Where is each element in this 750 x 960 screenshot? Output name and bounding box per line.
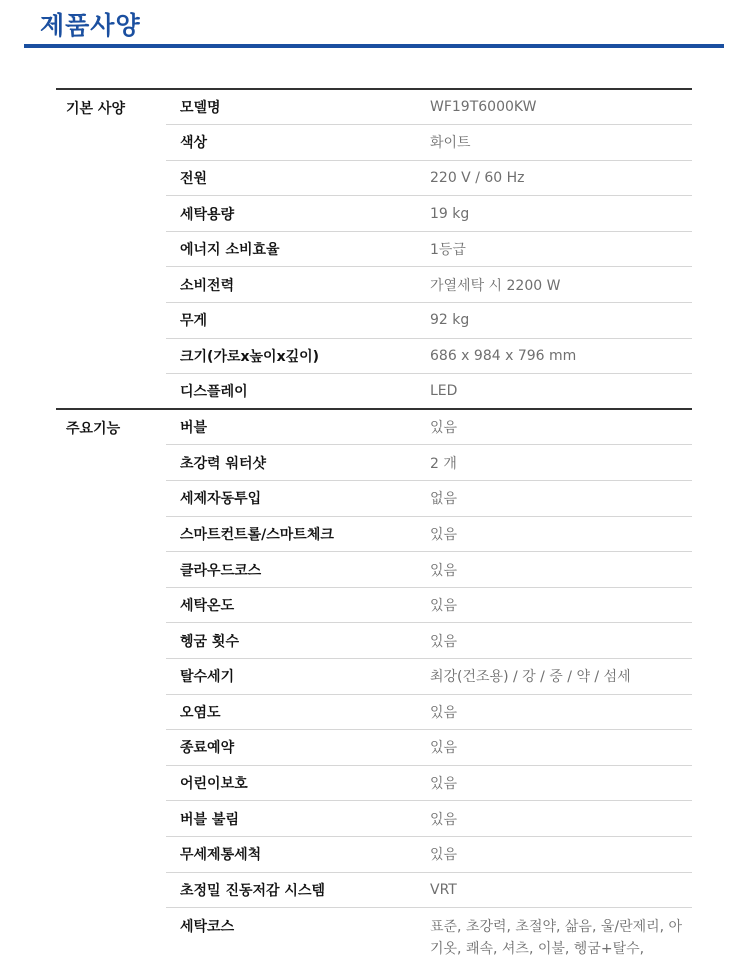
spec-key: 모델명 (166, 89, 428, 125)
spec-key: 클라우드코스 (166, 552, 428, 588)
spec-value: 220 V / 60 Hz (428, 160, 692, 196)
spec-value: 최강(건조용) / 강 / 중 / 약 / 섬세 (428, 659, 692, 695)
spec-row (56, 409, 692, 445)
spec-value: 있음 (428, 516, 692, 552)
spec-value: WF19T6000KW (428, 89, 692, 125)
spec-key: 초강력 워터샷 (166, 445, 428, 481)
spec-value: 표준, 초강력, 초절약, 삶음, 울/란제리, 아기옷, 쾌속, 셔츠, 이불, 헹굼+탈수, (430, 919, 683, 958)
spec-value: 있음 (428, 730, 692, 766)
spec-key: 소비전력 (166, 267, 428, 303)
page-title: 제품사양 (40, 11, 141, 40)
spec-key: 탈수세기 (166, 659, 428, 695)
spec-value: 있음 (428, 587, 692, 623)
spec-key: 버블 (166, 409, 428, 445)
section-label: 주요기능 (66, 421, 121, 438)
spec-value: 가열세탁 시 2200 W (428, 267, 692, 303)
spec-key: 전원 (166, 160, 428, 196)
spec-value: 화이트 (428, 125, 692, 161)
spec-key: 무게 (166, 303, 428, 339)
spec-value: 없음 (428, 481, 692, 517)
spec-key: 어린이보호 (166, 765, 428, 801)
spec-value: 1등급 (428, 231, 692, 267)
spec-value: 있음 (428, 409, 692, 445)
title-underline (24, 44, 724, 48)
spec-value: VRT (428, 872, 692, 908)
spec-key: 오염도 (166, 694, 428, 730)
spec-value: 있음 (428, 623, 692, 659)
spec-key: 세탁용량 (166, 196, 428, 232)
spec-table (56, 88, 692, 960)
spec-key: 종료예약 (166, 730, 428, 766)
spec-key: 헹굼 횟수 (166, 623, 428, 659)
spec-value: 있음 (428, 836, 692, 872)
spec-value: 있음 (428, 694, 692, 730)
spec-key: 세제자동투입 (166, 481, 428, 517)
spec-key: 색상 (166, 125, 428, 161)
spec-key: 에너지 소비효율 (166, 231, 428, 267)
spec-value: 19 kg (428, 196, 692, 232)
spec-key: 크기(가로x높이x깊이) (166, 338, 428, 374)
spec-key: 디스플레이 (166, 374, 428, 410)
spec-key: 무세제통세척 (166, 836, 428, 872)
spec-value: LED (428, 374, 692, 410)
spec-key: 초정밀 진동저감 시스템 (166, 872, 428, 908)
section-label: 기본 사양 (66, 101, 125, 117)
spec-row (56, 89, 692, 125)
spec-key: 세탁온도 (166, 587, 428, 623)
spec-key: 버블 불림 (166, 801, 428, 837)
spec-key: 세탁코스 (180, 919, 235, 936)
spec-value: 686 x 984 x 796 mm (428, 338, 692, 374)
spec-section (56, 409, 692, 960)
spec-value: 있음 (428, 801, 692, 837)
spec-value: 있음 (428, 765, 692, 801)
spec-key: 스마트컨트롤/스마트체크 (166, 516, 428, 552)
spec-value: 92 kg (428, 303, 692, 339)
spec-value: 있음 (428, 552, 692, 588)
spec-value: 2 개 (428, 445, 692, 481)
spec-section (56, 89, 692, 409)
